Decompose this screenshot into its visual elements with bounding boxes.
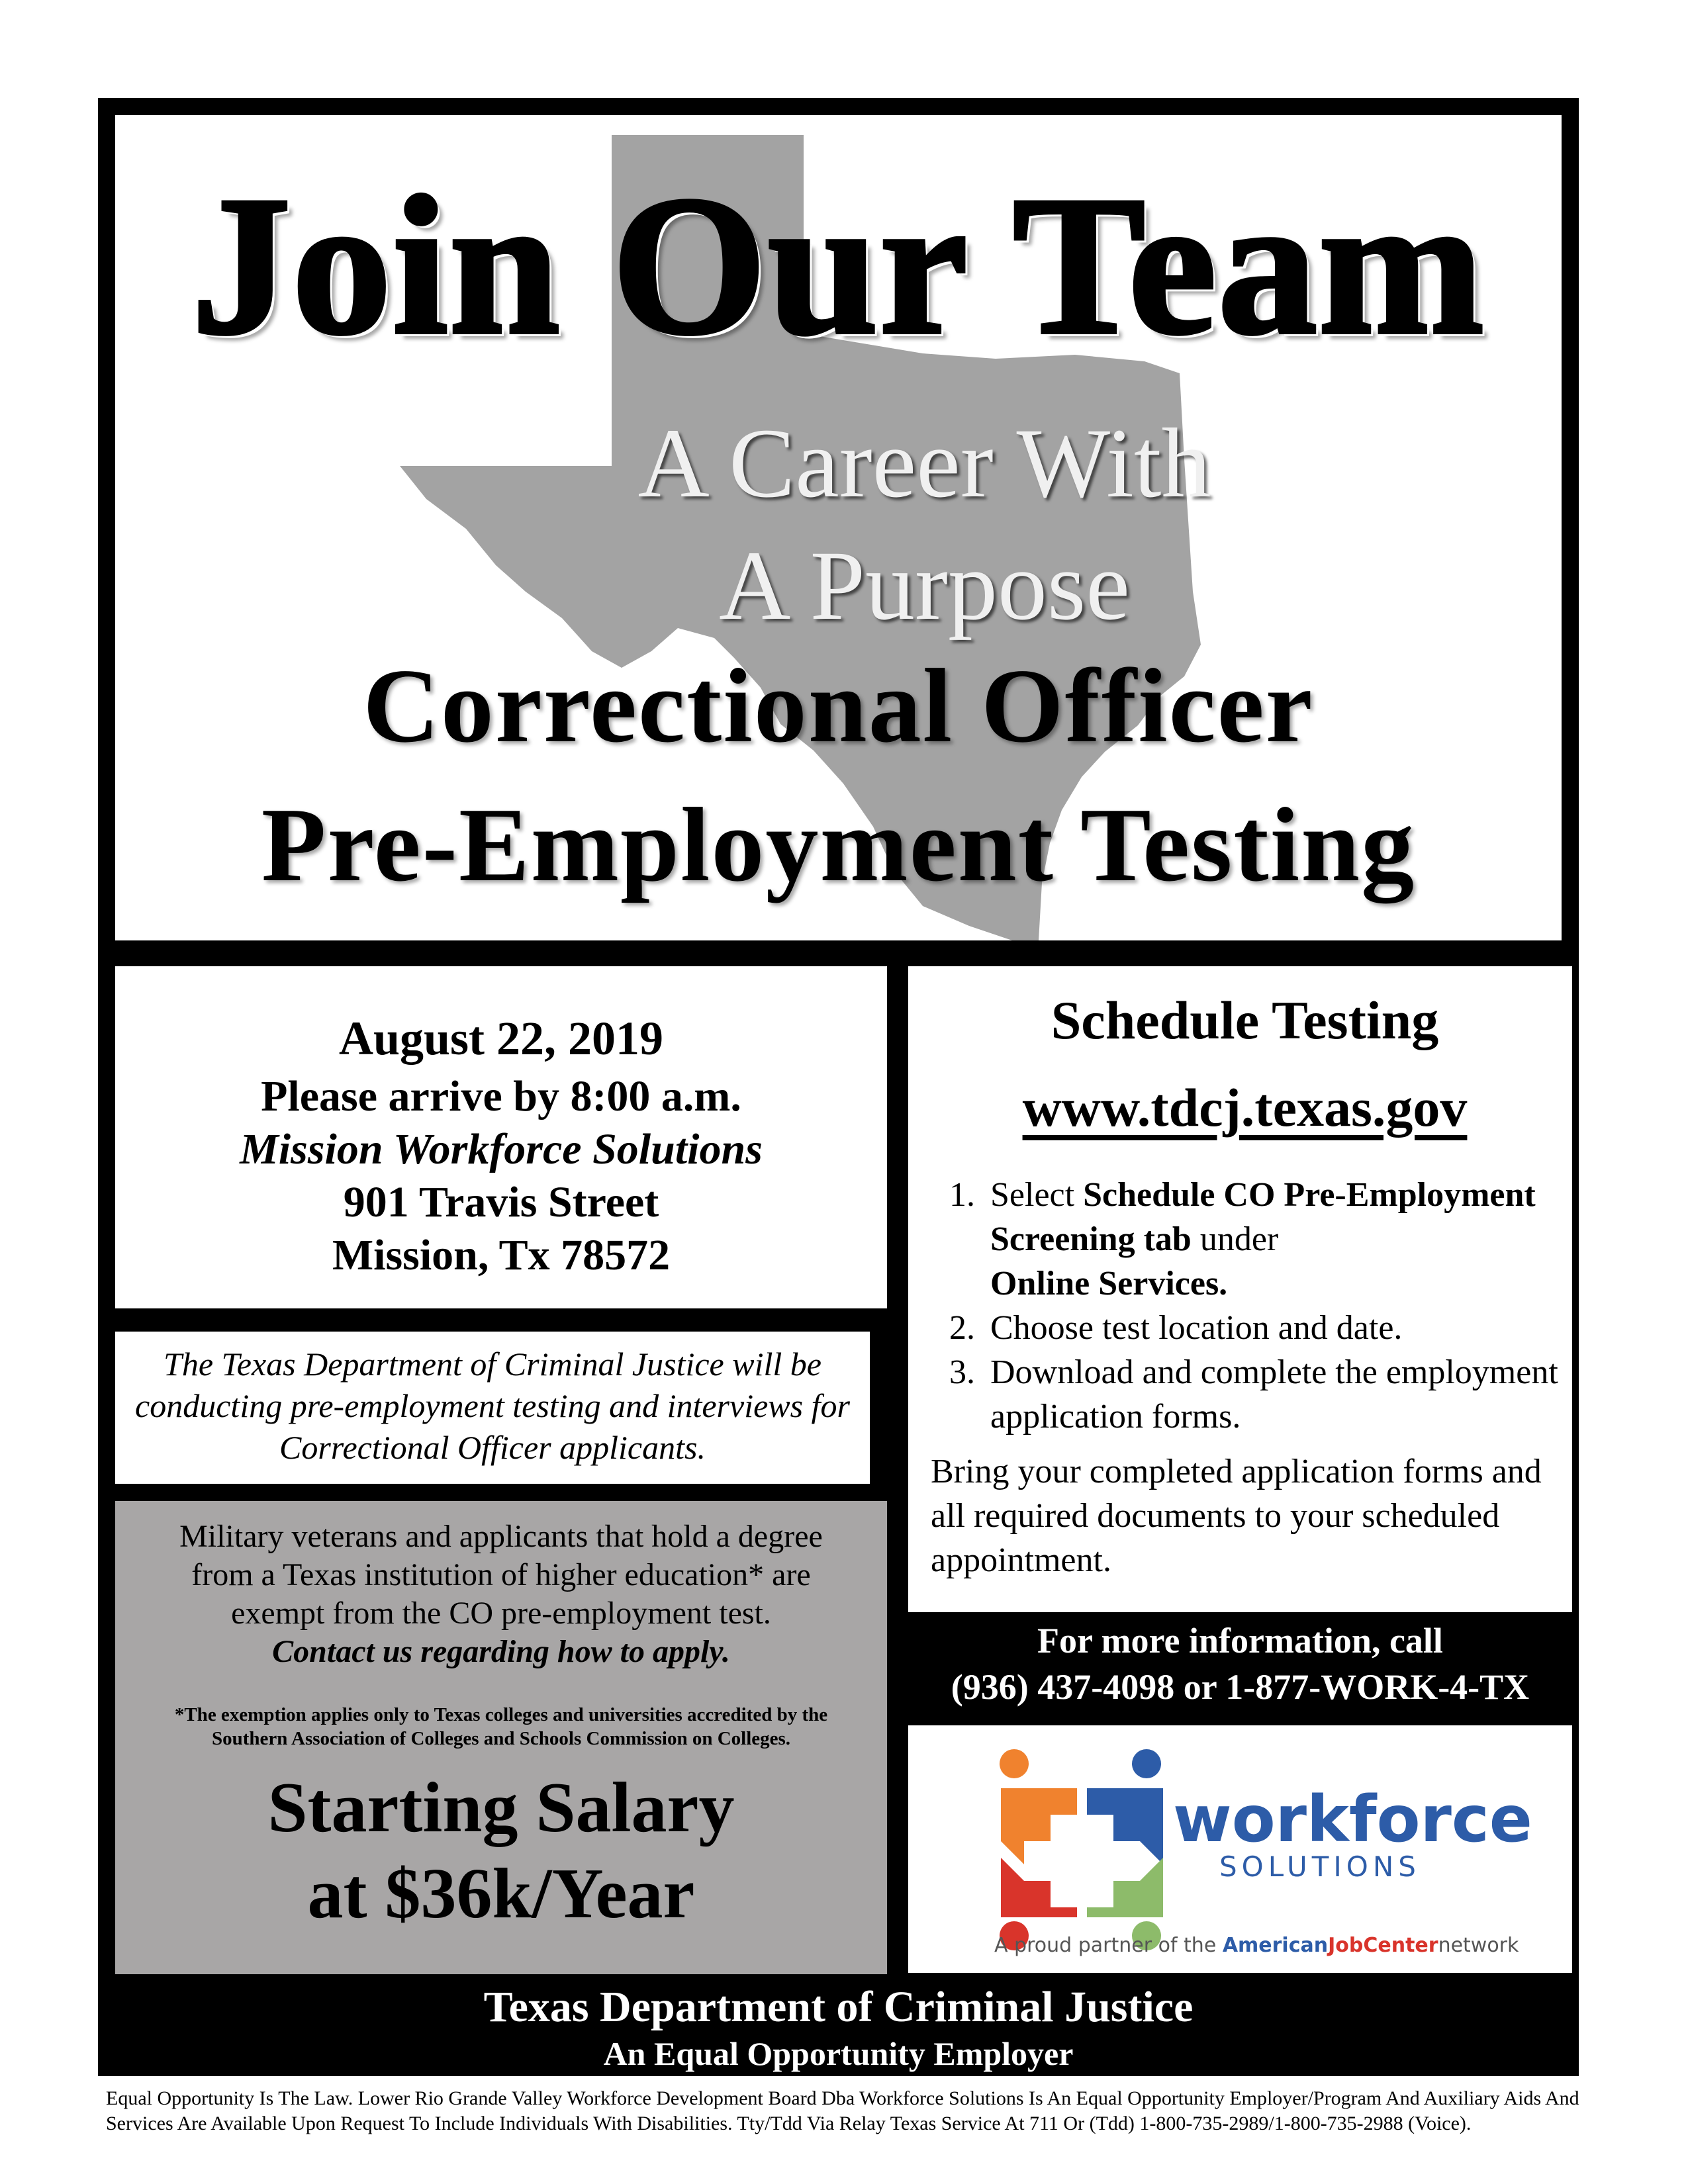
event-city: Mission, Tx 78572 [332, 1231, 671, 1279]
logo-tagline-network: network [1438, 1934, 1519, 1957]
step1-section-name: Online Services. [990, 1265, 1228, 1302]
headline-subtitle-line2: A Purpose [719, 531, 1130, 641]
event-venue: Mission Workforce Solutions [240, 1125, 763, 1173]
event-details-box [115, 966, 887, 1308]
headline-event-type: Pre-Employment Testing [261, 786, 1416, 903]
step1-tab-name: Schedule CO Pre-Employment Screening tab [990, 1176, 1536, 1258]
schedule-title: Schedule Testing [1051, 990, 1439, 1050]
headline-subtitle-line1: A Career With [637, 408, 1211, 518]
schedule-steps [931, 1173, 1559, 1439]
header-panel [115, 115, 1562, 940]
step1-text-mid: under [1191, 1220, 1279, 1258]
headline-title: Join Our Team [191, 156, 1485, 375]
legal-disclaimer: Equal Opportunity Is The Law. Lower Rio Grande Valley Workforce Development Board Dba Workforce Solutions Is An Equal Opportunity Employer/Program And Auxiliary Aids And Services Are Available Upon Request To Include Individuals With Disabilities. Tty/Tdd Via Relay Texas Service At 711 Or (Tdd) 1-800-735-2989/1-800-735-2988 (Voice). [106, 2087, 1579, 2134]
footer-eoe: An Equal Opportunity Employer [603, 2035, 1074, 2072]
exemption-footnote: *The exemption applies only to Texas colleges and universities accredited by the Southern Association of Colleges and Schools Commission on Colleges. [174, 1704, 828, 1749]
step1-text: Select [990, 1176, 1084, 1214]
schedule-bring-note: Bring your completed application forms and all required documents to your scheduled appointment. [931, 1453, 1542, 1579]
exemption-text: Military veterans and applicants that hold a degree from a Texas institution of higher education* are exempt from the CO pre-employment test. [179, 1519, 823, 1631]
event-date: August 22, 2019 [338, 1012, 664, 1065]
intro-box: The Texas Department of Criminal Justice will be conducting pre-employment testing and interviews for Correctional Officer applicants. [115, 1332, 870, 1484]
workforce-solutions-logo [908, 1725, 1572, 1973]
headline-role: Correctional Officer [363, 647, 1314, 764]
workforce-logo-icon [908, 1725, 1572, 1973]
logo-word-solutions: SOLUTIONS [1219, 1850, 1421, 1883]
logo-tagline [994, 1934, 1519, 1957]
footer-band [115, 1976, 1562, 2076]
event-arrival: Please arrive by 8:00 a.m. [261, 1072, 741, 1120]
logo-tagline-pre: A proud partner of the [994, 1934, 1223, 1957]
exemption-cta: Contact us regarding how to apply. [272, 1634, 730, 1669]
footer-org: Texas Department of Criminal Justice [483, 1983, 1194, 2031]
contact-info [908, 1612, 1572, 1718]
exemption-box [115, 1501, 887, 1974]
logo-tagline-american: American [1222, 1934, 1329, 1957]
event-street: 901 Travis Street [343, 1178, 659, 1226]
schedule-step-3: 3. Download and complete the employment application forms. [984, 1350, 1559, 1439]
salary-line2: at $36k/Year [307, 1854, 695, 1933]
schedule-box [908, 966, 1572, 1612]
schedule-step-1 [984, 1173, 1559, 1306]
logo-tagline-jobcenter: JobCenter [1328, 1934, 1438, 1957]
contact-line1: For more information, call [1037, 1621, 1443, 1661]
schedule-url-link[interactable]: www.tdcj.texas.gov [1022, 1077, 1468, 1138]
logo-word-workforce: workforce [1173, 1782, 1532, 1856]
contact-phone: (936) 437-4098 or 1-877-WORK-4-TX [951, 1667, 1530, 1707]
salary-line1: Starting Salary [267, 1768, 735, 1847]
schedule-step-2: 2. Choose test location and date. [984, 1306, 1559, 1350]
